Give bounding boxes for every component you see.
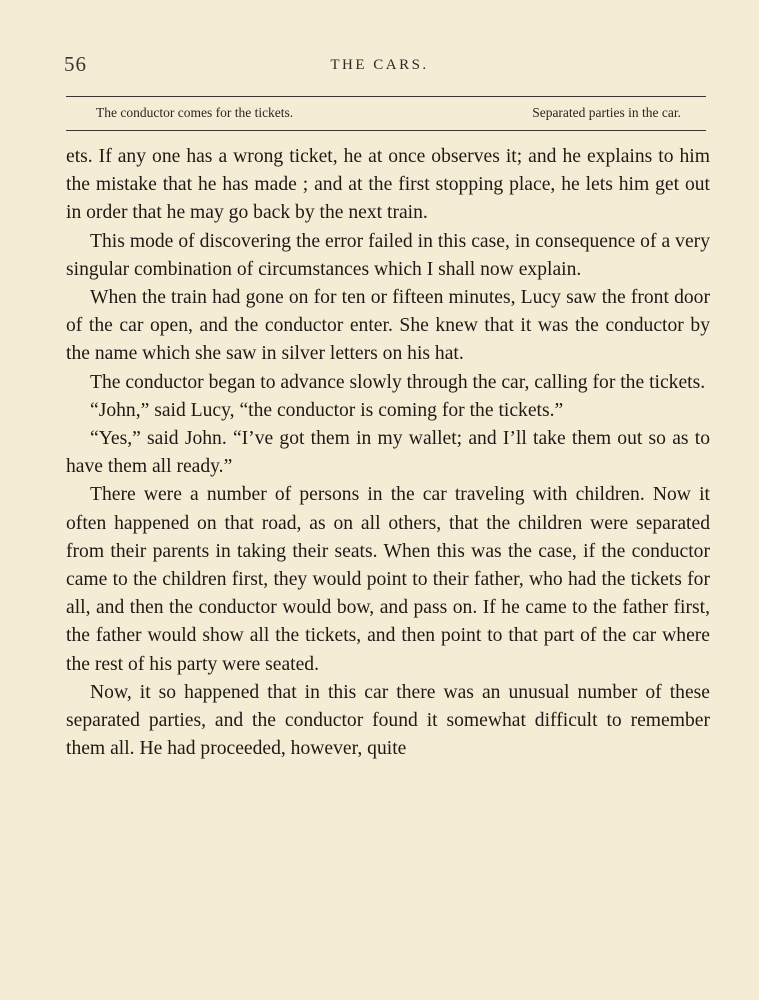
running-title: THE CARS.: [330, 57, 429, 73]
header-rule-top: [66, 96, 706, 97]
paragraph: The conductor began to advance slowly through the car, calling for the tickets.: [90, 371, 706, 393]
page-number: 56: [64, 52, 87, 76]
paragraph: “John,” said Lucy, “the conductor is coming for the tickets.”: [90, 399, 564, 421]
paragraph: There were a number of persons in the car traveling with children. Now it often happened on that road, as on all others, that the children were separated from their parents in taking their seats. When this was the case, if the conductor came to the children first, they would point to their father, who had the tickets for all, and then the conductor would bow, and pass on. If he came to the father first, the father would show all the tickets, and then point to that part of the car where the rest of his party were seated.: [66, 484, 710, 675]
header-rule-bottom: [66, 130, 706, 131]
paragraph: “Yes,” said John. “I’ve got them in my wallet; and I’ll take them out so as to have them all ready.”: [66, 428, 710, 478]
body-text: [66, 143, 710, 763]
side-header-right: Separated parties in the car.: [532, 105, 681, 120]
paragraph: This mode of discovering the error failed in this case, in consequence of a very singular combination of circumstances which I shall now explain.: [66, 230, 710, 280]
paragraph: Now, it so happened that in this car there was an unusual number of these separated parties, and the conductor found it somewhat difficult to remember them all. He had proceeded, however, quite: [66, 681, 710, 760]
paragraph: When the train had gone on for ten or fifteen minutes, Lucy saw the front door of the car open, and the conductor enter. She knew that it was the conductor by the name which she saw in silver letters on his hat.: [66, 287, 710, 365]
side-header-left: The conductor comes for the tickets.: [96, 105, 294, 120]
paragraph: ets. If any one has a wrong ticket, he at once observes it; and he explains to him the mistake that he has made ; and at the first stopping place, he lets him get out in order that he may go back by the next train.: [66, 146, 710, 224]
